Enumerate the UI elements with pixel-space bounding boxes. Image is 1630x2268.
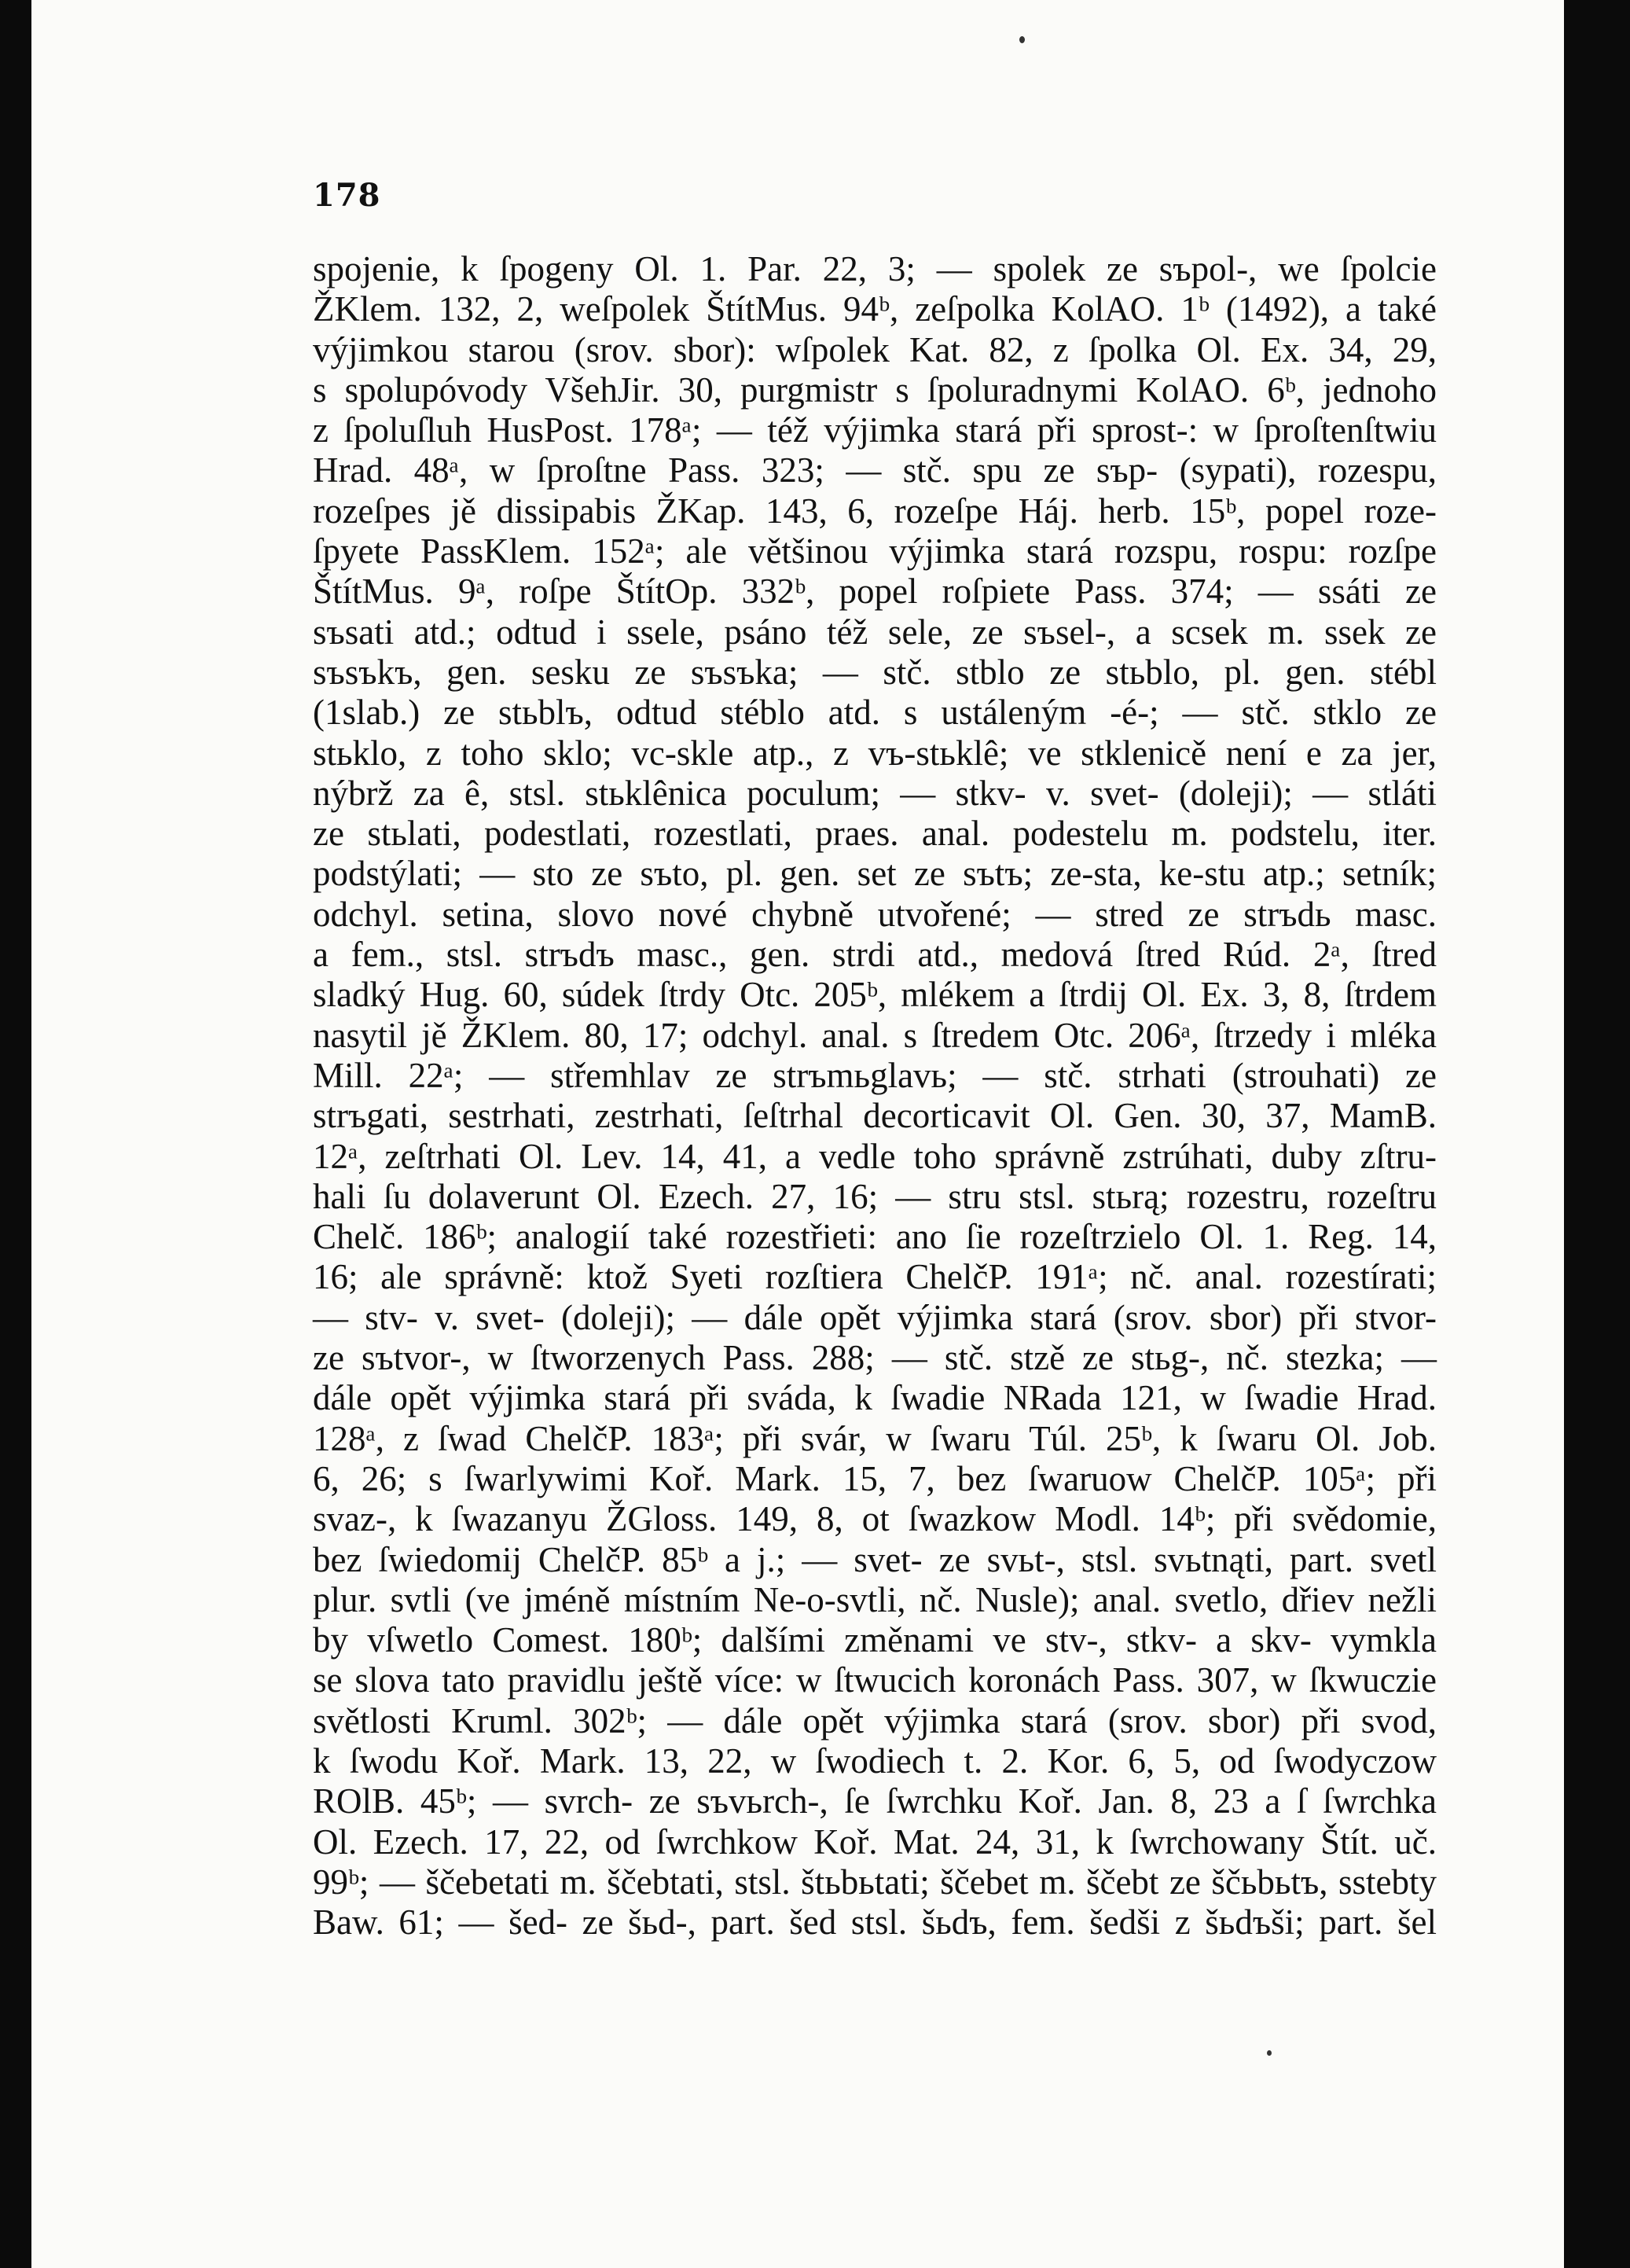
text-line: Chelč. 186ᵇ; analogií také rozestřieti: ano ſie rozeſtrzielo Ol. 1. Reg. 14,: [313, 1217, 1437, 1257]
text-line: by vſwetlo Comest. 180ᵇ; dalšími změnami ve stv-, stkv- a skv- vymkla: [313, 1620, 1437, 1660]
dust-speck: [1267, 2050, 1272, 2056]
text-line: Ol. Ezech. 17, 22, od ſwrchkow Koř. Mat. 24, 31, k ſwrchowany Štít. uč.: [313, 1821, 1437, 1862]
text-line: 6, 26; s ſwarlywimi Koř. Mark. 15, 7, bez ſwaruow ChelčP. 105ᵃ; při: [313, 1458, 1437, 1498]
text-line: rozeſpes jě dissipabis ŽKap. 143, 6, rozeſpe Háj. herb. 15ᵇ, popel roze-: [313, 491, 1437, 531]
text-line: odchyl. setina, slovo nové chybně utvořené; — stred ze strъdь masc.: [313, 894, 1437, 934]
text-line: 12ᵃ, zeſtrhati Ol. Lev. 14, 41, a vedle toho správně zstrúhati, duby zſtru-: [313, 1136, 1437, 1176]
text-line: k ſwodu Koř. Mark. 13, 22, w ſwodiech t. 2. Kor. 6, 5, od ſwodyczow: [313, 1741, 1437, 1781]
text-line: 16; ale správně: ktož Syeti rozſtiera ChelčP. 191ᵃ; nč. anal. rozestírati;: [313, 1257, 1437, 1297]
text-line: Baw. 61; — šed- ze šьd-, part. šed stsl. šьdъ, fem. šedši z šьdъši; part. šel: [313, 1902, 1437, 1943]
text-line: bez ſwiedomij ChelčP. 85ᵇ a j.; — svet- ze svьt-, stsl. svьtnąti, part. svetl: [313, 1539, 1437, 1579]
text-line: s spolupóvody VšehJir. 30, purgmistr s ſpoluradnymi KolAO. 6ᵇ, jednoho: [313, 369, 1437, 410]
text-line: sladký Hug. 60, súdek ſtrdy Otc. 205ᵇ, mlékem a ſtrdij Ol. Ex. 3, 8, ſtrdem: [313, 975, 1437, 1015]
text-line: hali ſu dolaverunt Ol. Ezech. 27, 16; — stru stsl. stьrą; rozestru, rozeſtru: [313, 1176, 1437, 1216]
text-line: Hrad. 48ᵃ, w ſproſtne Pass. 323; — stč. spu ze sъp- (sypati), rozespu,: [313, 450, 1437, 491]
text-line: (1slab.) ze stьblъ, odtud stéblo atd. s ustáleným -é-; — stč. stklo ze: [313, 693, 1437, 733]
text-line: podstýlati; — sto ze sъto, pl. gen. set ze sъtъ; ze-sta, ke-stu atp.; setník;: [313, 854, 1437, 894]
text-line: dále opět výjimka stará při sváda, k ſwadie NRada 121, w ſwadie Hrad.: [313, 1378, 1437, 1418]
text-line: nýbrž za ê, stsl. stьklênica poculum; — stkv- v. svet- (doleji); — stláti: [313, 773, 1437, 813]
dust-speck: [1019, 36, 1025, 43]
text-line: 128ᵃ, z ſwad ChelčP. 183ᵃ; při svár, w ſwaru Túl. 25ᵇ, k ſwaru Ol. Job.: [313, 1418, 1437, 1458]
text-line: sъsati atd.; odtud i ssele, psáno též sele, ze sъsel-, a scsek m. ssek ze: [313, 612, 1437, 652]
text-line: ŽKlem. 132, 2, weſpolek ŠtítMus. 94ᵇ, zeſpolka KolAO. 1ᵇ (1492), a také: [313, 289, 1437, 329]
text-line: sъsъkъ, gen. sesku ze sъsъka; — stč. stblo ze stьblo, pl. gen. stébl: [313, 652, 1437, 692]
scan-border-left: [0, 0, 31, 2268]
text-line: strъgati, sestrhati, zestrhati, ſeſtrhal decorticavit Ol. Gen. 30, 37, MamB.: [313, 1096, 1437, 1136]
text-line: nasytil jě ŽKlem. 80, 17; odchyl. anal. s ſtredem Otc. 206ᵃ, ſtrzedy i mléka: [313, 1015, 1437, 1055]
text-line: ŠtítMus. 9ᵃ, roſpe ŠtítOp. 332ᵇ, popel roſpiete Pass. 374; — ssáti ze: [313, 572, 1437, 612]
text-line: ſpyete PassKlem. 152ᵃ; ale většinou výjimka stará rozspu, rospu: rozſpe: [313, 531, 1437, 572]
text-line: plur. svtli (ve jméně místním Ne-o-svtli, nč. Nusle); anal. svetlo, dřiev nežli: [313, 1579, 1437, 1619]
text-line: ROlB. 45ᵇ; — svrch- ze sъvьrch-, ſe ſwrchku Koř. Jan. 8, 23 a ſ ſwrchka: [313, 1781, 1437, 1821]
text-line: světlosti Kruml. 302ᵇ; — dále opět výjimka stará (srov. sbor) při svod,: [313, 1700, 1437, 1741]
text-line: — stv- v. svet- (doleji); — dále opět výjimka stará (srov. sbor) při stvor-: [313, 1297, 1437, 1337]
text-line: ze sъtvor-, w ſtworzenych Pass. 288; — stč. stzě ze stьg-, nč. stezka; —: [313, 1338, 1437, 1378]
scan-border-right: [1564, 0, 1630, 2268]
text-line: spojenie, k ſpogeny Ol. 1. Par. 22, 3; — spolek ze sъpol-, we ſpolcie: [313, 249, 1437, 289]
text-line: Mill. 22ᵃ; — střemhlav ze strъmьglavь; — stč. strhati (strouhati) ze: [313, 1055, 1437, 1095]
body-text: [313, 249, 1437, 1943]
page-number: 178: [313, 177, 381, 214]
text-line: 99ᵇ; — ščebetati m. ščebtati, stsl. štьbьtati; ščebet m. ščebt ze ščьbьtъ, sstebty: [313, 1862, 1437, 1902]
text-line: výjimkou starou (srov. sbor): wſpolek Kat. 82, z ſpolka Ol. Ex. 34, 29,: [313, 329, 1437, 369]
text-line: stьklo, z toho sklo; vc-skle atp., z vъ-stьklê; ve stklenicě není e za jer,: [313, 733, 1437, 773]
text-line: z ſpoluſluh HusPost. 178ᵃ; — též výjimka stará při sprost-: w ſproſtenſtwiu: [313, 410, 1437, 450]
text-line: ze stьlati, podestlati, rozestlati, praes. anal. podestelu m. podstelu, iter.: [313, 814, 1437, 854]
text-line: svaz-, k ſwazanyu ŽGloss. 149, 8, ot ſwazkow Modl. 14ᵇ; při svědomie,: [313, 1499, 1437, 1539]
text-line: se slova tato pravidlu ještě více: w ſtwucich koronách Pass. 307, w ſkwuczie: [313, 1660, 1437, 1700]
text-line: a fem., stsl. strъdъ masc., gen. strdi atd., medová ſtred Rúd. 2ᵃ, ſtred: [313, 935, 1437, 975]
